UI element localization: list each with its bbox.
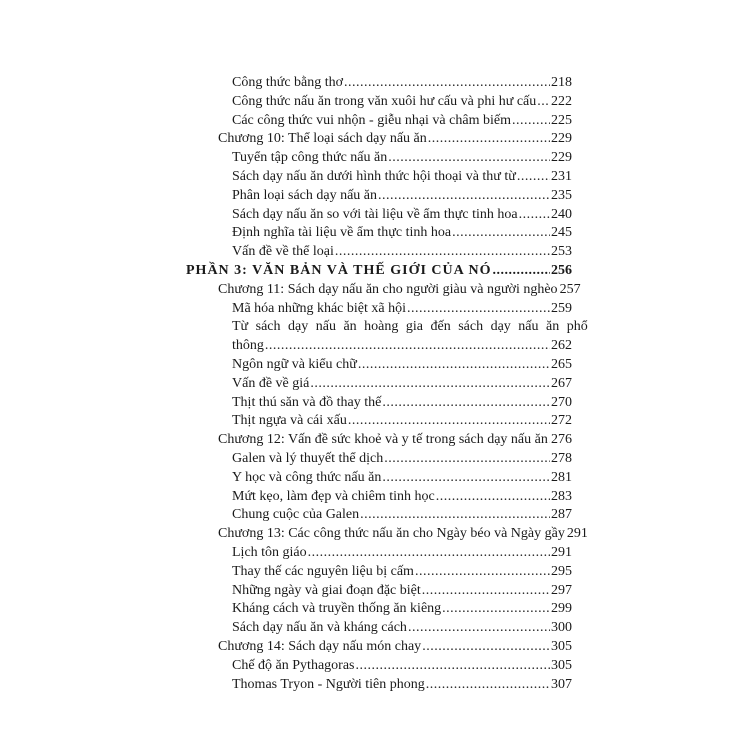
toc-dot-leader [310, 375, 550, 394]
toc-dot-leader [415, 563, 550, 582]
toc-page-number: 240 [551, 206, 572, 222]
toc-section-entry [186, 206, 572, 225]
toc-section-entry [186, 563, 572, 582]
toc-dot-leader [348, 412, 550, 431]
toc-entry-title: Thịt thú săn và đồ thay thế [232, 394, 382, 410]
toc-page-number: 272 [551, 413, 572, 429]
toc-entry-title: Thomas Tryon - Người tiên phong [232, 676, 425, 692]
toc-page-number: 287 [551, 507, 572, 523]
toc-chapter-entry [186, 130, 572, 149]
toc-section-entry [186, 337, 572, 356]
toc-entry-title: Thịt ngựa và cái xấu [232, 413, 347, 429]
toc-section-entry [186, 506, 572, 525]
toc-page-number: 295 [551, 563, 572, 579]
toc-page-number: 299 [551, 601, 572, 617]
toc-page-number: 265 [551, 356, 572, 372]
toc-entry-title: Lịch tôn giáo [232, 544, 307, 560]
toc-dot-leader [452, 224, 550, 243]
toc-page-number: 297 [551, 582, 572, 598]
toc-entry-title: Chung cuộc của Galen [232, 507, 360, 523]
toc-entry-title: Các công thức vui nhộn - giễu nhại và châm biếm [232, 112, 511, 128]
toc-entry-title: Phân loại sách dạy nấu ăn [232, 187, 378, 203]
toc-section-entry [186, 318, 588, 337]
toc-chapter-entry [186, 525, 588, 544]
toc-dot-leader [442, 600, 550, 619]
toc-entry-title: Vấn đề về thể loại [232, 244, 334, 260]
toc-dot-leader [537, 93, 550, 112]
toc-dot-leader [492, 262, 550, 281]
toc-section-entry [186, 168, 572, 187]
toc-page-number: 235 [551, 187, 572, 203]
toc-chapter-entry [186, 638, 572, 657]
toc-section-entry [186, 582, 572, 601]
toc-page-number: 305 [551, 638, 572, 654]
toc-page-number: 259 [551, 300, 572, 316]
toc-dot-leader [358, 356, 550, 375]
toc-page-number: 225 [551, 112, 572, 128]
toc-section-entry [186, 243, 572, 262]
toc-section-entry [186, 149, 572, 168]
toc-section-entry [186, 657, 572, 676]
toc-page-number: 270 [551, 394, 572, 410]
toc-section-entry [186, 74, 572, 93]
toc-dot-leader [382, 394, 550, 413]
toc-entry-title: Sách dạy nấu ăn và kháng cách [232, 620, 407, 636]
toc-section-entry [186, 375, 572, 394]
toc-chapter-entry [186, 281, 581, 300]
toc-dot-leader [436, 488, 550, 507]
toc-page-number: 256 [551, 262, 572, 278]
toc-page-number: 283 [551, 488, 572, 504]
toc-page-number: 262 [551, 338, 572, 354]
toc-entry-title: Ngôn ngữ và kiểu chữ [232, 356, 357, 372]
table-of-contents [186, 74, 588, 694]
toc-entry-title: Công thức nấu ăn trong văn xuôi hư cấu và phi hư cấu [232, 93, 537, 109]
toc-entry-title: Định nghĩa tài liệu về ẩm thực tinh hoa [232, 225, 452, 241]
toc-entry-title: Chế độ ăn Pythagoras [232, 657, 355, 673]
toc-dot-leader [422, 638, 550, 657]
toc-dot-leader [517, 168, 550, 187]
toc-dot-leader [382, 469, 550, 488]
toc-dot-leader [344, 74, 550, 93]
toc-page-number: 253 [551, 244, 572, 260]
toc-dot-leader [426, 676, 550, 695]
toc-section-entry [186, 488, 572, 507]
toc-dot-leader [335, 243, 550, 262]
toc-section-entry [186, 187, 572, 206]
toc-entry-title: Những ngày và giai đoạn đặc biệt [232, 582, 421, 598]
toc-section-entry [186, 450, 572, 469]
toc-page-number: 276 [551, 432, 572, 448]
toc-section-entry [186, 412, 572, 431]
toc-section-entry [186, 619, 572, 638]
toc-entry-title: Chương 10: Thể loại sách dạy nấu ăn [218, 131, 427, 147]
toc-page-number: 229 [551, 150, 572, 166]
toc-dot-leader [408, 619, 550, 638]
toc-dot-leader [428, 130, 550, 149]
toc-page-number: 291 [566, 526, 588, 542]
toc-entry-title: PHẦN 3: VĂN BẢN VÀ THẾ GIỚI CỦA NÓ [186, 262, 492, 278]
toc-dot-leader [512, 112, 550, 131]
toc-entry-title: thông [232, 338, 264, 354]
toc-dot-leader [384, 450, 550, 469]
toc-part-heading [186, 262, 572, 281]
toc-section-entry [186, 600, 572, 619]
toc-page-number: 218 [551, 75, 572, 90]
toc-page-number: 300 [551, 620, 572, 636]
toc-entry-title: Y học và công thức nấu ăn [232, 469, 382, 485]
toc-dot-leader [308, 544, 550, 563]
toc-page-number: 222 [551, 93, 572, 109]
toc-page-number: 257 [559, 281, 581, 297]
toc-section-entry [186, 356, 572, 375]
toc-page-number: 307 [551, 676, 572, 692]
toc-dot-leader [360, 506, 550, 525]
toc-entry-title: Chương 12: Vấn đề sức khoẻ và y tế trong sách dạy nấu ăn [218, 432, 548, 448]
toc-page-number: 291 [551, 544, 572, 560]
toc-entry-title: Công thức bằng thơ [232, 75, 344, 90]
toc-entry-title: Chương 13: Các công thức nấu ăn cho Ngày béo và Ngày gầy [218, 526, 565, 542]
toc-entry-title: Thay thế các nguyên liệu bị cấm [232, 563, 414, 579]
toc-entry-title: Sách dạy nấu ăn dưới hình thức hội thoại và thư từ [232, 168, 516, 184]
toc-entry-title: Chương 11: Sách dạy nấu ăn cho người giàu và người nghèo [218, 281, 558, 297]
toc-section-entry [186, 544, 572, 563]
toc-entry-title: Kháng cách và truyền thống ăn kiêng [232, 601, 442, 617]
toc-page-number: 281 [551, 469, 572, 485]
toc-chapter-entry [186, 431, 572, 450]
toc-entry-title: Galen và lý thuyết thể dịch [232, 450, 384, 466]
toc-section-entry [186, 224, 572, 243]
toc-page-number: 229 [551, 131, 572, 147]
toc-dot-leader [378, 187, 550, 206]
toc-section-entry [186, 93, 572, 112]
toc-page-number: 267 [551, 375, 572, 391]
toc-entry-title: Từ sách dạy nấu ăn hoàng gia đến sách dạy nấu ăn phổ [232, 319, 588, 335]
toc-dot-leader [388, 149, 550, 168]
toc-page-number: 305 [551, 657, 572, 673]
toc-dot-leader [519, 206, 550, 225]
toc-dot-leader [549, 431, 550, 450]
toc-page-number: 245 [551, 225, 572, 241]
toc-section-entry [186, 300, 572, 319]
toc-entry-title: Tuyển tập công thức nấu ăn [232, 150, 388, 166]
toc-section-entry [186, 676, 572, 695]
toc-page-number: 278 [551, 450, 572, 466]
toc-entry-title: Vấn đề về giá [232, 375, 310, 391]
toc-entry-title: Chương 14: Sách dạy nấu món chay [218, 638, 422, 654]
toc-section-entry [186, 112, 572, 131]
toc-dot-leader [355, 657, 550, 676]
toc-page-number: 231 [551, 168, 572, 184]
toc-dot-leader [265, 337, 550, 356]
toc-dot-leader [422, 582, 550, 601]
toc-section-entry [186, 469, 572, 488]
toc-section-entry [186, 394, 572, 413]
toc-entry-title: Sách dạy nấu ăn so với tài liệu về ẩm thực tinh hoa [232, 206, 518, 222]
toc-entry-title: Mã hóa những khác biệt xã hội [232, 300, 406, 316]
toc-entry-title: Mứt kẹo, làm đẹp và chiêm tinh học [232, 488, 435, 504]
toc-dot-leader [407, 300, 550, 319]
